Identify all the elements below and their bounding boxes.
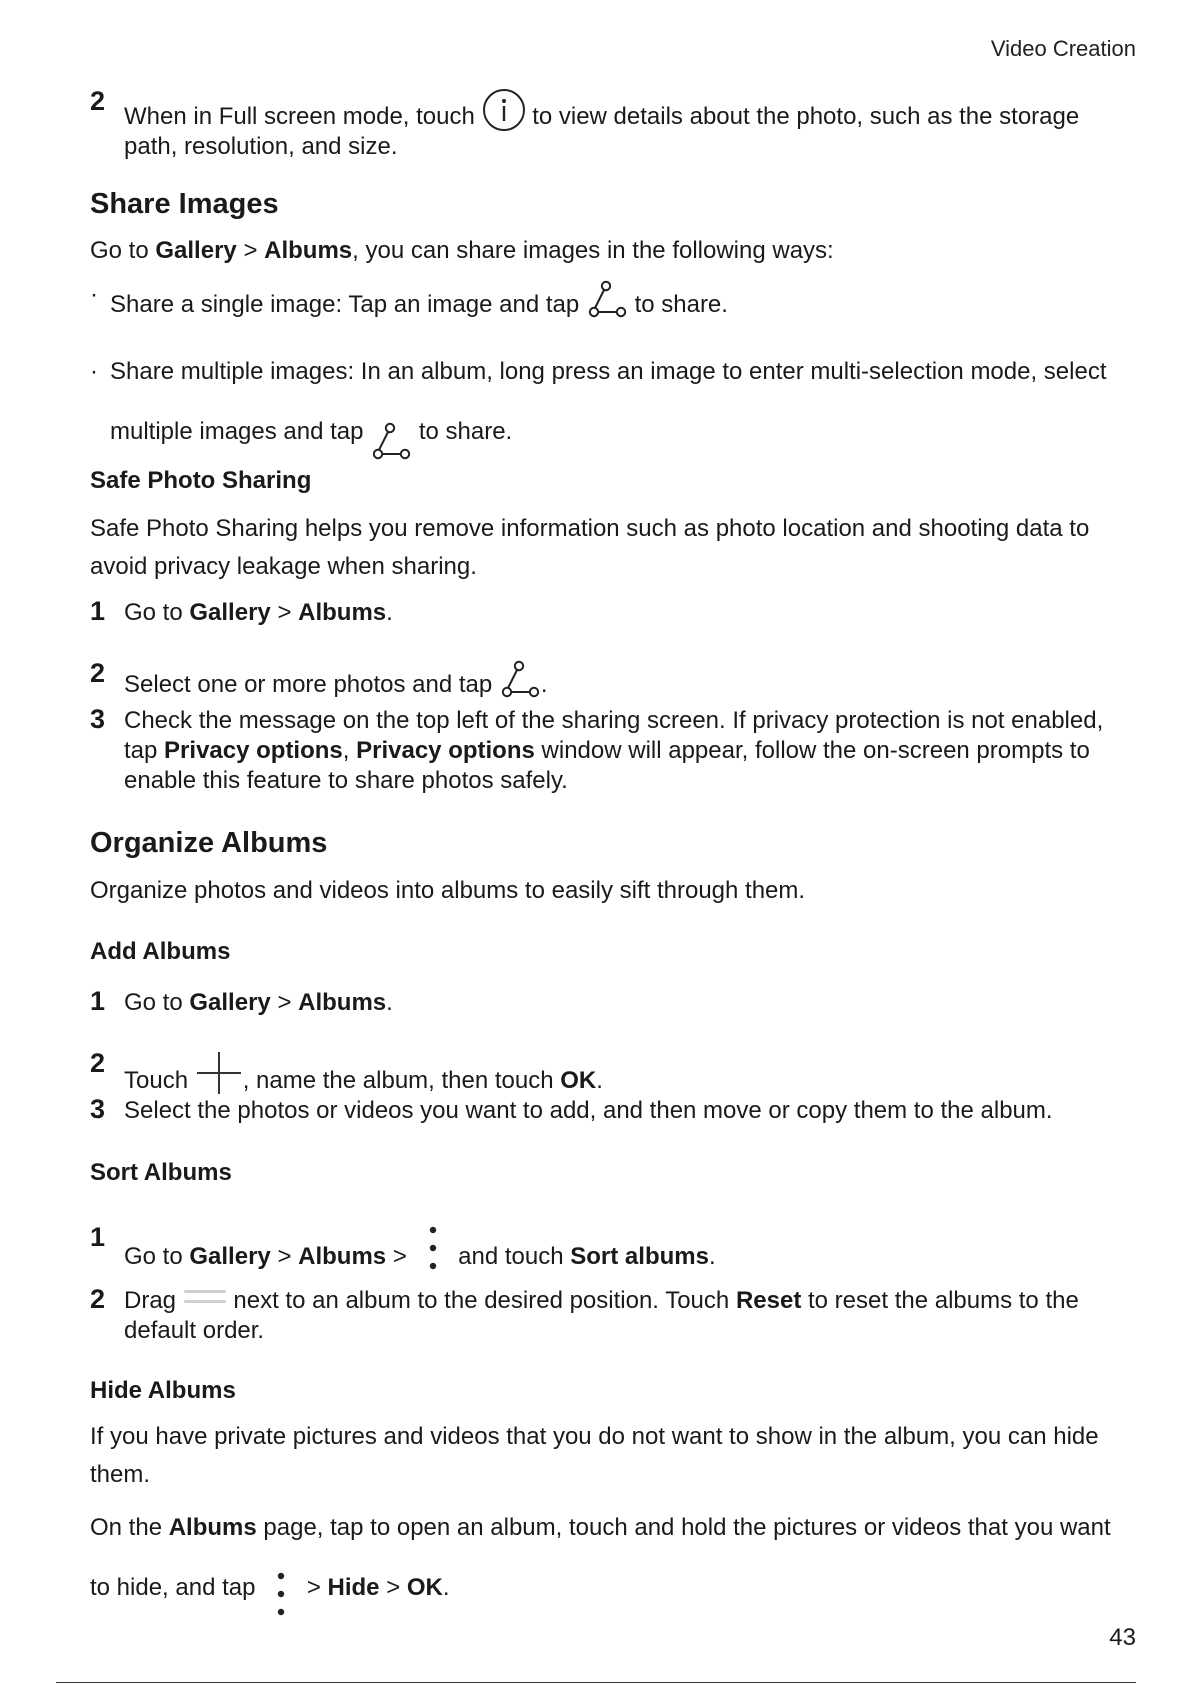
share-images-heading: Share Images [90,188,279,220]
header-title: Video Creation [990,36,1136,61]
sort-albums-heading: Sort Albums [90,1159,232,1186]
safe-step-3: 3 Check the message on the top left of the sharing screen. If privacy protection is not enabled, tap Privacy options, Privacy options window will appear, follow the on-screen prompts to enable this feature to share photos safely. [90,704,1104,794]
sort-step-2: 2 Drag next to an album to the desired position. Touch Reset to reset the albums to the default order. [90,1284,1079,1344]
organize-albums-paragraph: Organize photos and videos into albums to easily sift through them. [90,877,806,904]
hide-albums-heading: Hide Albums [90,1377,236,1404]
hide-albums-paragraph-2: On the Albums page, tap to open an album, touch and hold the pictures or videos that you want to hide, and tap > Hide > OK. [90,1498,1121,1618]
add-icon [195,1050,243,1096]
intro-step: 2 When in Full screen mode, touch to view details about the photo, such as the storage path, resolution, and size. [90,86,1080,160]
footer-divider [56,1682,1136,1683]
safe-photo-sharing-paragraph: Safe Photo Sharing helps you remove information such as photo location and shooting data to avoid privacy leakage when sharing. [90,515,1090,580]
organize-albums-heading: Organize Albums [90,827,328,859]
share-icon [370,422,412,462]
add-step-2: 2 Touch , name the album, then touch OK. [90,1048,603,1094]
safe-step-1: 1 Go to Gallery > Albums. [90,596,393,626]
info-icon [482,88,526,132]
share-bullet: · Share a single image: Tap an image and tap to share. [90,281,728,318]
add-step-3: 3 Select the photos or videos you want to add, and then move or copy them to the album. [90,1094,1053,1124]
share-icon [586,280,628,320]
more-icon [426,1224,440,1272]
add-albums-heading: Add Albums [90,938,231,965]
drag-handle-icon [183,1286,227,1312]
page-number: 43 [1109,1624,1136,1651]
safe-photo-sharing-heading: Safe Photo Sharing [90,467,312,494]
bullet-dot: · [90,358,98,385]
step-number: 2 [90,86,106,116]
more-icon [274,1570,288,1618]
share-intro: Go to Gallery > Albums, you can share images in the following ways: [90,237,834,264]
share-icon [499,660,541,700]
add-step-1: 1 Go to Gallery > Albums. [90,986,393,1016]
bullet-dot: · [90,281,98,308]
sort-step-1: 1 Go to Gallery > Albums > and touch Sort albums. [90,1222,716,1270]
hide-albums-paragraph-1: If you have private pictures and videos that you do not want to show in the album, you can hide them. [90,1423,1099,1488]
safe-step-2: 2 Select one or more photos and tap . [90,658,548,698]
share-bullet: · Share multiple images: In an album, long press an image to enter multi-selection mode, select multiple images and tap to share. [90,342,1131,462]
